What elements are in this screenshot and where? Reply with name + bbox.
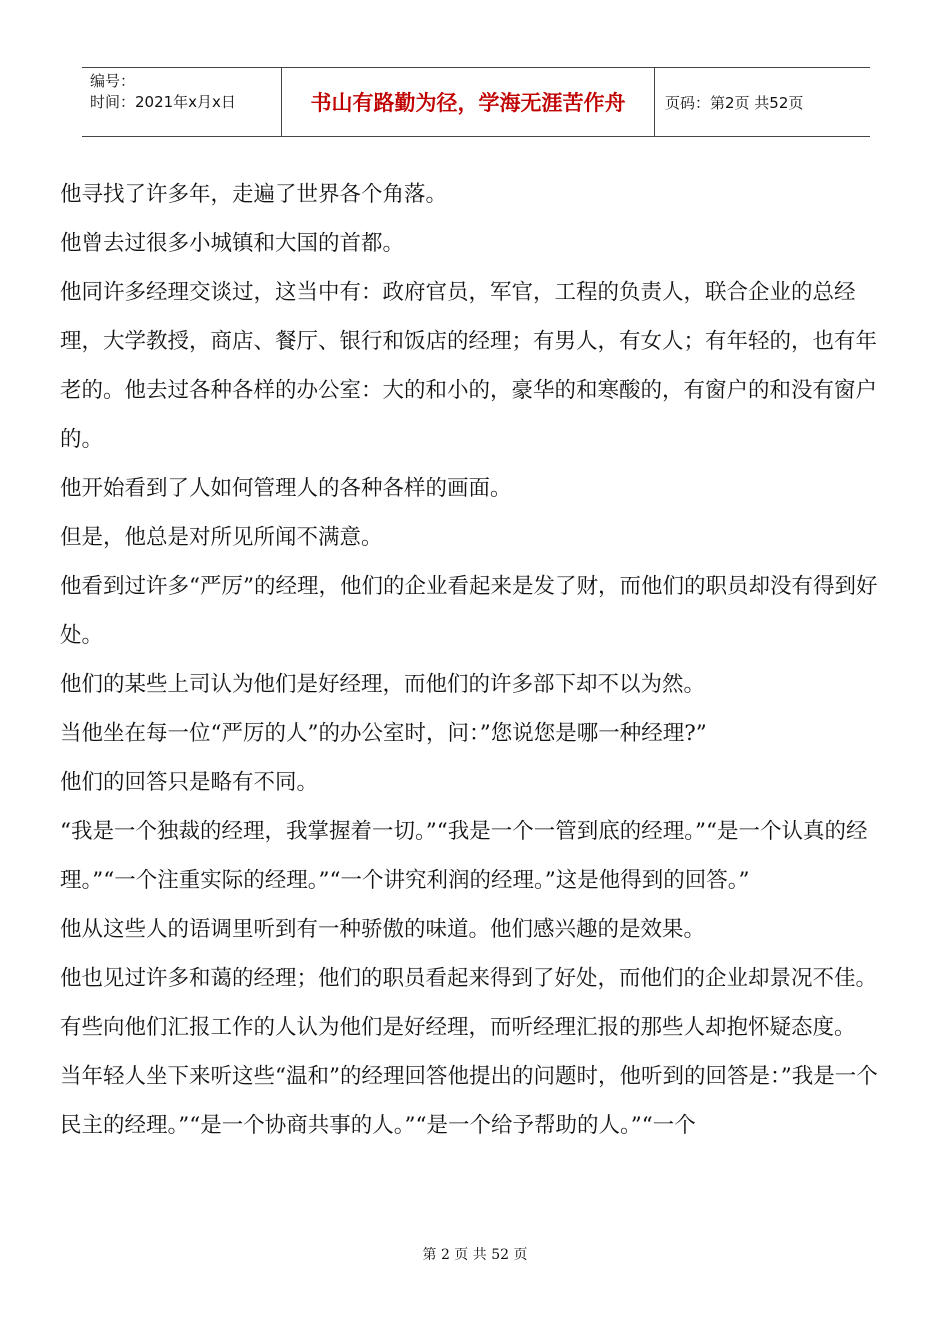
header-meta <box>82 68 282 136</box>
paragraph: 当他坐在每一位“严厉的人”的办公室时，问：”您说您是哪一种经理?” <box>60 721 707 746</box>
header-motto: 书山有路勤为径，学海无涯苦作舟 <box>282 68 655 136</box>
paragraph: 他从这些人的语调里听到有一种骄傲的味道。他们感兴趣的是效果。 <box>60 917 706 942</box>
document-date: 时间：2021年x月x日 <box>90 93 236 111</box>
page-header <box>82 67 870 137</box>
paragraph: 他开始看到了人如何管理人的各种各样的画面。 <box>60 476 512 501</box>
page-footer: 第 2 页 共 52 页 <box>422 1247 528 1263</box>
paragraph: “我是一个独裁的经理，我掌握着一切。”“我是一个一管到底的经理。”“是一个认真的经理。”“一个注重实际的经理。”“一个讲究利润的经理。”这是他得到的回答。” <box>60 819 868 893</box>
paragraph: 有些向他们汇报工作的人认为他们是好经理，而听经理汇报的那些人却抱怀疑态度。 <box>60 1015 856 1040</box>
paragraph: 当年轻人坐下来听这些“温和”的经理回答他提出的问题时，他听到的回答是：”我是一个民主的经理。”“是一个协商共事的人。”“是一个给予帮助的人。”“一个 <box>60 1064 878 1138</box>
paragraph: 他们的某些上司认为他们是好经理，而他们的许多部下却不以为然。 <box>60 672 706 697</box>
paragraph: 但是，他总是对所见所闻不满意。 <box>60 525 383 550</box>
paragraph: 他们的回答只是略有不同。 <box>60 770 319 795</box>
document-number-label: 编号： <box>90 72 136 90</box>
paragraph: 他寻找了许多年，走遍了世界各个角落。 <box>60 182 448 207</box>
paragraph: 他曾去过很多小城镇和大国的首都。 <box>60 231 405 256</box>
header-page-info: 页码：第2页 共52页 <box>665 93 804 112</box>
paragraph: 他同许多经理交谈过，这当中有：政府官员，军官，工程的负责人，联合企业的总经理，大学教授，商店、餐厅、银行和饭店的经理；有男人，有女人；有年轻的，也有年老的。他去过各种各样的办公室：大的和小的，豪华的和寒酸的，有窗户的和没有窗户的。 <box>60 280 878 452</box>
paragraph: 他看到过许多“严厉”的经理，他们的企业看起来是发了财，而他们的职员却没有得到好处。 <box>60 574 878 648</box>
paragraph: 他也见过许多和蔼的经理；他们的职员看起来得到了好处，而他们的企业却景况不佳。 <box>60 966 878 991</box>
document-body <box>60 170 890 1150</box>
